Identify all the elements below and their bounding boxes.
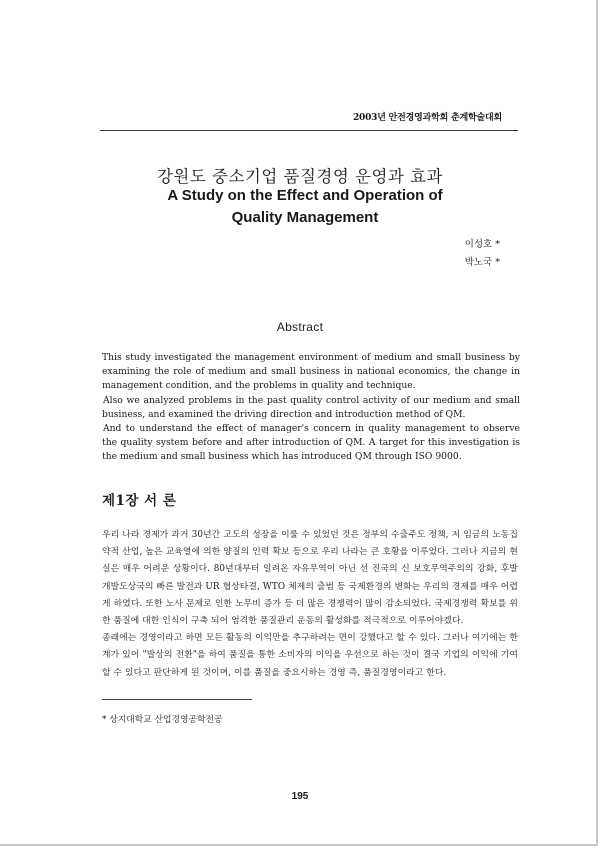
section-heading: 제1장 서 론 (102, 493, 177, 509)
english-title: A Study on the Effect and Operation of Quality Management (167, 187, 443, 226)
header-rule (100, 130, 518, 131)
body-paragraph-1: 우리 나라 경제가 과거 30년간 고도의 성장을 이룰 수 있었던 것은 정부의 수출주도 정책, 저 임금의 노동집약적 산업, 높은 교육열에 의한 양질의 인력 확보 등으로 우리 나라는 큰 호황을 이루었다. 그러나 지금의 현실은 매우 어려운 상황이다. 80년대부터 일려온 자유무역이 아닌 선 진국의 신 보호무역주의의 강화, 후발 개발도상국의 빠른 발전과 UR 협상타결, WTO 체제의 출범 등 국제환경의 변화는 우리의 경제를 매우 어렵게 하였다. 또한 노사 문제로 인한 노무비 증가 등 더 많은 경쟁력이 많이 감소되었다. 국제경쟁력 확보를 위한 품질에 대한 인식이 구축 되어 엄격한 품질관리 운동의 활성화를 적극적으로 이루어야겠다. (102, 530, 518, 627)
abstract-heading: Abstract (276, 320, 324, 334)
section-body (102, 527, 518, 682)
footnote: * 상지대학교 산업경영공학전공 (102, 715, 223, 725)
abstract-body (102, 351, 520, 465)
author-1: 이성호 * (464, 239, 500, 250)
abstract-paragraph-3: And to understand the effect of manager's concern in quality management to observe the quality system before and after introduction of QM. A target for this investigation is the medium and small business which has introduced QM through ISO 9000. (102, 423, 520, 463)
author-2: 박노국 * (464, 257, 500, 268)
footnote-rule (102, 699, 252, 700)
abstract-paragraph-2: Also we analyzed problems in the past quality control activity of our medium and small business, and examined the driving direction and introduction method of QM. (102, 394, 520, 420)
conference-header: 2003년 안전경영과학회 춘계학술대회 (352, 113, 502, 123)
korean-title: 강원도 중소기업 품질경영 운영과 효과 (156, 167, 443, 186)
page-number: 195 (291, 791, 309, 802)
body-paragraph-2: 종래에는 경영이라고 하면 모든 활동의 이익만을 추구하려는 면이 강했다고 할 수 있다. 그러나 여기에는 한계가 있어 "발상의 전환"을 하여 품질을 통한 소비자의 이익을 우선으로 하는 것이 결국 기업의 이익에 기여할 수 있다고 판단하게 된 것이며, 이를 품질을 중요시하는 경영 즉, 품질경영이라고 한다. (102, 633, 518, 678)
abstract-paragraph-1: This study investigated the management environment of medium and small business by examining the role of medium and small business in national economics, the change in management condition, and the problems in quality and technique. (102, 352, 520, 392)
